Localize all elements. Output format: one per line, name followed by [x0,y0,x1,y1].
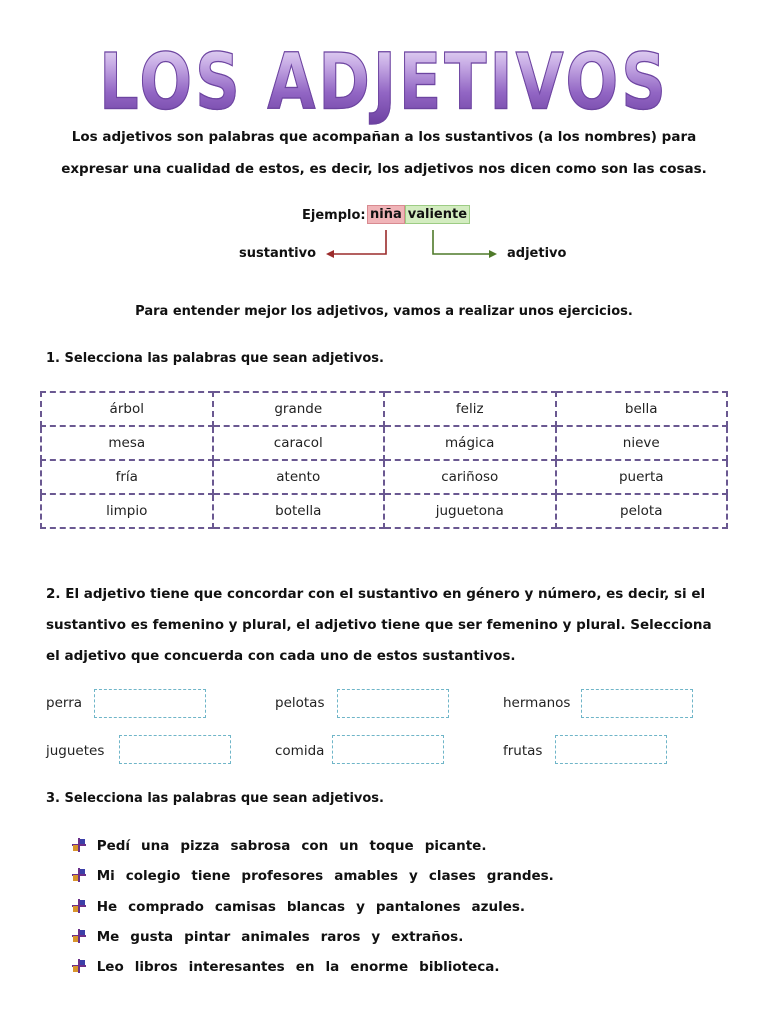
sentence-word[interactable]: libros [134,959,178,975]
exercise-2-line-3: el adjetivo que concuerda con cada uno de estos sustantivos. [46,648,516,664]
sentence-word[interactable]: en [295,959,315,975]
word-cell[interactable]: bella [556,392,728,426]
sentence-word[interactable]: toque [369,838,414,854]
noun-frutas: frutas [503,743,543,759]
sentence-word[interactable]: amables [334,868,398,884]
example-noun: niña [367,205,405,224]
word-cell[interactable]: feliz [384,392,556,426]
sentence-word[interactable]: tiene [191,868,231,884]
noun-perra: perra [46,695,83,711]
intro-line-2: expresar una cualidad de estos, es decir, los adjetivos nos dicen como son las cosas. [61,161,707,177]
sentence-word[interactable]: Leo [96,959,124,975]
word-cell[interactable]: juguetona [384,494,556,528]
sentence-word[interactable]: biblioteca. [419,959,500,975]
noun-pelotas: pelotas [275,695,325,711]
example-label: Ejemplo: [302,208,366,223]
word-cell[interactable]: puerta [556,460,728,494]
exercise-2-line-1: 2. El adjetivo tiene que concordar con el sustantivo en género y número, es decir, si el [46,586,706,602]
sentence-word[interactable]: colegio [125,868,181,884]
answer-box-juguetes[interactable] [119,735,231,764]
sentence-word[interactable]: un [339,838,359,854]
adjective-label: adjetivo [507,246,567,261]
list-item [72,838,632,854]
noun-label: sustantivo [239,246,317,261]
table-row [41,426,727,460]
arrow-bullet-icon [72,929,86,943]
word-cell[interactable]: mesa [41,426,213,460]
word-cell[interactable]: botella [213,494,385,528]
sentence-word[interactable]: camisas [214,899,276,915]
sentence-word[interactable]: Mi [96,868,115,884]
sentence-word[interactable]: azules. [471,899,526,915]
sentence-word[interactable]: pizza [180,838,220,854]
exercise-2-instructions [46,579,726,672]
sentence-word[interactable]: animales [241,929,310,945]
sentence-word[interactable]: blancas [286,899,346,915]
noun-arrow [332,230,386,254]
arrow-bullet-icon [72,899,86,913]
sentence-word[interactable]: picante. [424,838,487,854]
noun-arrowhead [326,250,334,258]
table-row [41,460,727,494]
list-item [72,929,632,945]
sentence-word[interactable]: y [371,929,381,945]
sentence-word[interactable]: pantalones [375,899,461,915]
word-cell[interactable]: mágica [384,426,556,460]
exercise-1-word-grid [40,391,728,529]
word-cell[interactable]: árbol [41,392,213,426]
sentence-word[interactable]: Me [96,929,120,945]
example-arrows [0,0,768,300]
sentence-word[interactable]: grandes. [486,868,554,884]
noun-juguetes: juguetes [46,743,105,759]
sentence-word[interactable]: enorme [350,959,409,975]
sentence-word[interactable]: extraños. [391,929,464,945]
sentence-word[interactable]: sabrosa [230,838,291,854]
sentence-word[interactable]: y [409,868,418,884]
arrow-bullet-icon [72,868,86,882]
noun-hermanos: hermanos [503,695,571,711]
answer-box-perra[interactable] [94,689,206,718]
sentence-word[interactable]: clases [428,868,476,884]
exercise-2-line-2: sustantivo es femenino y plural, el adjetivo tiene que ser femenino y plural. Selecciona [46,617,712,633]
answer-box-hermanos[interactable] [581,689,693,718]
sentence-word[interactable]: con [301,838,329,854]
arrow-bullet-icon [72,959,86,973]
word-cell[interactable]: pelota [556,494,728,528]
word-cell[interactable]: atento [213,460,385,494]
word-cell[interactable]: caracol [213,426,385,460]
page-title: LOS ADJETIVOS [0,36,768,127]
table-row [41,392,727,426]
word-cell[interactable]: nieve [556,426,728,460]
sentence-word[interactable]: gusta [130,929,174,945]
sentence-word[interactable]: pintar [184,929,231,945]
exercise-3-heading: 3. Selecciona las palabras que sean adjetivos. [46,791,384,806]
sentence-word[interactable]: Pedí [96,838,131,854]
sentence-word[interactable]: raros [320,929,361,945]
word-cell[interactable]: grande [213,392,385,426]
sentence-word[interactable]: comprado [128,899,204,915]
sentence-word[interactable]: y [356,899,365,915]
lead-text: Para entender mejor los adjetivos, vamos a realizar unos ejercicios. [135,304,633,319]
noun-comida: comida [275,743,325,759]
list-item [72,868,632,884]
table-row [41,494,727,528]
list-item [72,899,632,915]
arrow-bullet-icon [72,838,86,852]
word-cell[interactable]: limpio [41,494,213,528]
example-adjective: valiente [405,205,470,224]
word-cell[interactable]: fría [41,460,213,494]
answer-box-comida[interactable] [332,735,444,764]
adjective-arrow [433,230,490,254]
answer-box-frutas[interactable] [555,735,667,764]
answer-box-pelotas[interactable] [337,689,449,718]
list-item [72,959,632,975]
sentence-word[interactable]: la [325,959,340,975]
adjective-arrowhead [489,250,497,258]
sentence-word[interactable]: He [96,899,118,915]
word-cell[interactable]: cariñoso [384,460,556,494]
exercise-1-heading: 1. Selecciona las palabras que sean adjetivos. [46,351,384,366]
sentence-word[interactable]: una [141,838,170,854]
sentence-word[interactable]: interesantes [188,959,285,975]
sentence-word[interactable]: profesores [241,868,324,884]
intro-line-1: Los adjetivos son palabras que acompañan a los sustantivos (a los nombres) para [71,129,697,145]
